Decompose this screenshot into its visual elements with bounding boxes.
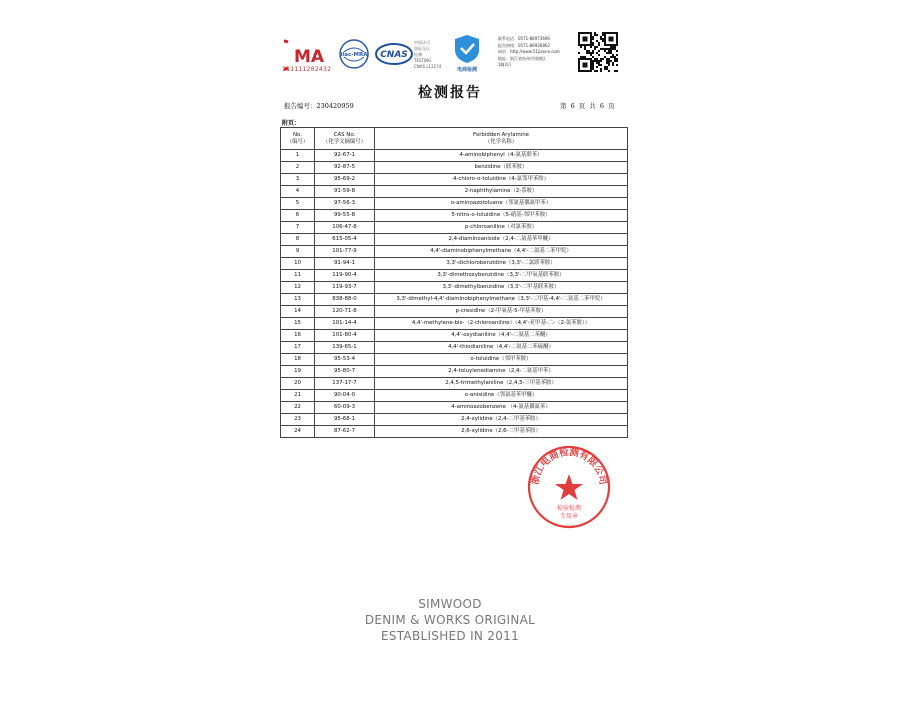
cell-no: 10 [281,258,315,270]
cell-name: 2,4,5-trimethylaniline（2,4,5-三甲基苯胺） [375,378,628,390]
cell-no: 9 [281,246,315,258]
header-name: Forbidden Arylamine （化学名称） [375,128,628,150]
cell-no: 15 [281,318,315,330]
table-row [281,390,628,402]
cell-cas: 60-09-3 [315,402,375,414]
cell-no: 22 [281,402,315,414]
table-body [281,150,628,438]
table-row [281,234,628,246]
table-row [281,270,628,282]
cell-cas: 615-05-4 [315,234,375,246]
star-icon [555,474,583,500]
cell-name: 3,3'-dimethyl-4,4'-diaminobiphenylmethane（3,3'-二甲基-4,4'-二氨基二苯甲烷） [375,294,628,306]
cell-no: 14 [281,306,315,318]
cell-no: 13 [281,294,315,306]
cell-name: p-chloroaniline（对氯苯胺） [375,222,628,234]
table-row [281,162,628,174]
official-stamp-icon [526,444,612,530]
report-title: 检测报告 [418,85,482,101]
report-number: 报告编号：230420959 [284,102,354,110]
cell-cas: 137-17-7 [315,378,375,390]
cell-cas: 106-47-8 [315,222,375,234]
cell-no: 20 [281,378,315,390]
arylamine-table [280,127,628,438]
ilac-mra-logo-icon [338,38,370,70]
table-row [281,330,628,342]
table-row [281,282,628,294]
cell-no: 19 [281,366,315,378]
table-row [281,318,628,330]
cell-name: 3,3'-dichlorobenzidine（3,3'-二氯联苯胺） [375,258,628,270]
cell-name: 2-naphthylamine（2-萘胺） [375,186,628,198]
brand-footer [0,596,900,644]
cell-no: 21 [281,390,315,402]
cell-name: 4,4'-thiodianiline（4,4'-二氨基二苯硫醚） [375,342,628,354]
cell-name: 4,4'-diaminobiphenylmethane（4,4'-二氨基二苯甲烷） [375,246,628,258]
cell-cas: 95-80-7 [315,366,375,378]
table-row [281,198,628,210]
page-number: 第 6 页 共 6 页 [560,102,615,110]
cell-cas: 87-62-7 [315,426,375,438]
table-row [281,186,628,198]
table-row [281,306,628,318]
cell-no: 4 [281,186,315,198]
cell-name: 4-chloro-o-toluidine（4-氯邻甲苯胺） [375,174,628,186]
table-row [281,342,628,354]
cell-no: 3 [281,174,315,186]
cell-no: 8 [281,234,315,246]
table-row [281,366,628,378]
cell-no: 12 [281,282,315,294]
table-row [281,402,628,414]
cell-no: 5 [281,198,315,210]
cma-number: 181111202432 [282,66,332,73]
cell-name: 4-aminobiphenyl（4-氨基联苯） [375,150,628,162]
cell-no: 7 [281,222,315,234]
cell-name: 3,3'-dimethylbenzidine（3,3'-二甲基联苯胺） [375,282,628,294]
table-header-row [281,128,628,150]
brand-established: ESTABLISHED IN 2011 [380,629,520,643]
brand-name: SIMWOOD [418,597,482,611]
cell-name: 4-aminoazobenzene （4-氨基偶氮苯） [375,402,628,414]
contact-info: 联系电话：0571-86973696 报告热线：0571-86926862 网站：http://www.51jiance.com 地址：浙江省杭州市钱塘区 1幢2层 [498,36,560,67]
cell-no: 1 [281,150,315,162]
cell-name: o-toluidine（邻甲苯胺） [375,354,628,366]
cell-name: 2,4-toluylenediamine（2,4-二氨基甲苯） [375,366,628,378]
qr-code-icon [578,32,618,72]
cnas-accreditation-text: 中国认可 国际互认 检测 TESTING CNAS L12274 [414,40,442,69]
table-row [281,414,628,426]
cell-name: 2,4-xylidine（2,4-二甲基苯胺） [375,414,628,426]
table-row [281,222,628,234]
certification-logos [282,30,622,80]
cell-no: 6 [281,210,315,222]
svg-text:MA: MA [294,47,325,67]
cell-name: 5-nitro-o-toluidine（5-硝基-邻甲苯胺） [375,210,628,222]
cell-no: 17 [281,342,315,354]
table-row [281,246,628,258]
brand-tagline: DENIM & WORKS ORIGINAL [364,613,536,627]
table-row [281,258,628,270]
cell-cas: 95-53-4 [315,354,375,366]
table-row [281,174,628,186]
cell-name: 4,4'-methylene-bis-（2-chloroaniline）（4,4'-亚甲基-二-（2-氯苯胺）） [375,318,628,330]
table-row [281,150,628,162]
cell-cas: 97-56-3 [315,198,375,210]
table-row [281,426,628,438]
cell-cas: 119-90-4 [315,270,375,282]
cell-cas: 120-71-8 [315,306,375,318]
cnas-label: CNAS [380,50,408,60]
cell-cas: 101-77-9 [315,246,375,258]
cell-cas: 90-04-0 [315,390,375,402]
table-row [281,294,628,306]
table-row [281,378,628,390]
shield-check-icon [450,32,484,74]
header-cas: CAS No. （化学文摘编号） [315,128,375,150]
cell-name: p-cresidine（2-甲氧基-5-甲基苯胺） [375,306,628,318]
cell-name: 3,3'-dimethoxybenzidine（3,3'-二甲氧基联苯胺） [375,270,628,282]
cell-no: 11 [281,270,315,282]
stamp-ring-text: 浙江电商检测有限公司 [529,446,609,486]
cell-cas: 91-59-8 [315,186,375,198]
cell-no: 24 [281,426,315,438]
cell-no: 23 [281,414,315,426]
cell-cas: 95-68-1 [315,414,375,426]
stamp-line-2: 专用章 [559,513,579,520]
cell-cas: 101-80-4 [315,330,375,342]
stamp-line-1: 检验检测 [556,505,582,512]
cell-no: 18 [281,354,315,366]
cell-no: 2 [281,162,315,174]
cell-cas: 91-94-1 [315,258,375,270]
cell-cas: 92-87-5 [315,162,375,174]
cell-cas: 101-14-4 [315,318,375,330]
cnas-logo-icon [374,36,414,72]
table-row [281,354,628,366]
header-no: No. （编号） [281,128,315,150]
cell-cas: 139-65-1 [315,342,375,354]
cell-name: benzidine（联苯胺） [375,162,628,174]
cell-cas: 119-93-7 [315,282,375,294]
cell-cas: 99-55-8 [315,210,375,222]
ilac-mra-label: ilac-MRA [340,52,368,58]
cell-name: 4,4'-oxydianiline（4,4'-二氨基二苯醚） [375,330,628,342]
attachment-label: 附页： [282,120,301,127]
cell-cas: 838-88-0 [315,294,375,306]
cell-cas: 92-67-1 [315,150,375,162]
table-row [281,210,628,222]
shield-label: 电商检测 [456,67,478,73]
cell-name: 2,4-diaminoanisole（2,4-二氨基苯甲醚） [375,234,628,246]
cell-cas: 95-69-2 [315,174,375,186]
cell-no: 16 [281,330,315,342]
cell-name: o-anisidine（邻氨基苯甲醚） [375,390,628,402]
cell-name: o-aminoazotoluene（邻氨基偶氮甲苯） [375,198,628,210]
cell-name: 2,6-xylidine（2,6-二甲基苯胺） [375,426,628,438]
